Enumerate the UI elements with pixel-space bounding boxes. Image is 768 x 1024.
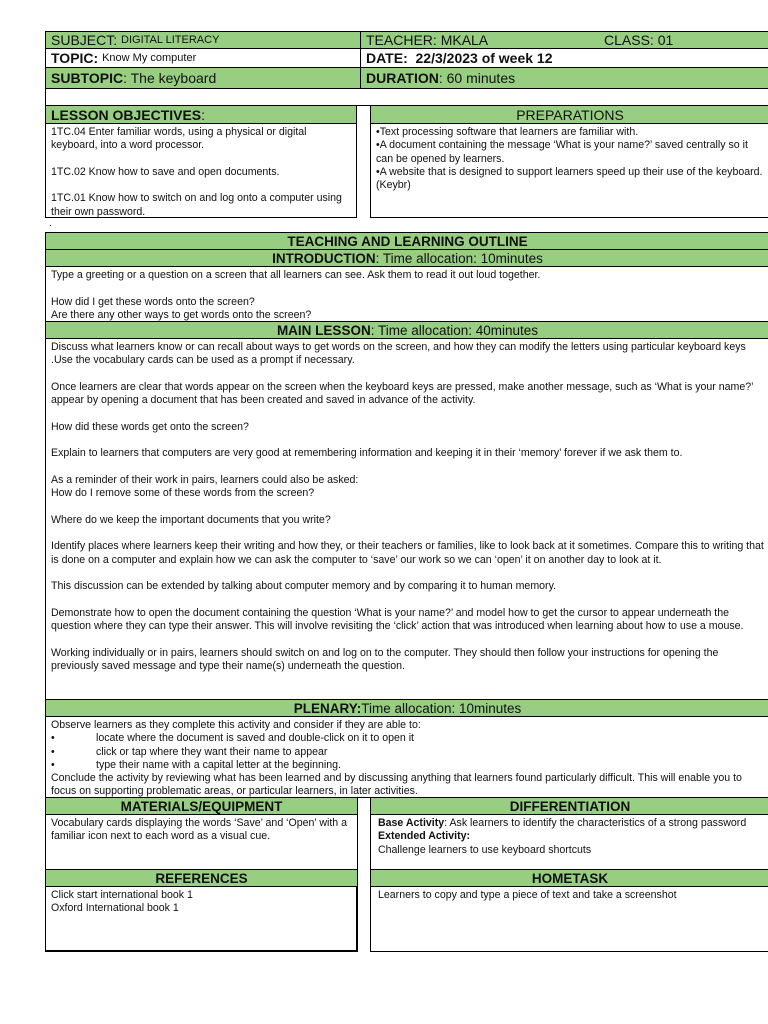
main-lesson-title: MAIN LESSON (276, 322, 371, 338)
class-label: CLASS: (604, 32, 654, 48)
hometask-text: Learners to copy and type a piece of text and take a screenshot (378, 889, 677, 901)
main-lesson-paragraph: Once learners are clear that words appear on the screen when the keyboard keys are pressed, make another message, such as ‘What is your name?’ appear by opening a document that has been created and saved in advance of the activity. (51, 380, 754, 407)
references-header (45, 869, 358, 887)
objective-item: 1TC.02 Know how to save and open documents. (51, 165, 280, 178)
introduction-header (45, 249, 768, 267)
duration-value: : 60 minutes (438, 70, 516, 86)
main-lesson-body (45, 338, 768, 700)
class-field (604, 32, 673, 48)
topic-label: TOPIC: (51, 50, 99, 66)
objectives-header (45, 105, 357, 124)
introduction-body (45, 266, 768, 322)
reference-item: Click start international book 1 (51, 889, 193, 901)
bullet-text: type their name with a capital letter at the beginning. (96, 758, 341, 771)
main-lesson-paragraph: Working individually or in pairs, learners should switch on and log on to the computer. They should then follow your instructions for opening the previously saved message and type their name(s) underneath the question. (51, 646, 719, 673)
plenary-bullet (51, 759, 764, 772)
subject-cell (45, 31, 361, 49)
date-cell (360, 48, 768, 68)
main-lesson-paragraph: Demonstrate how to open the document containing the question ‘What is your name?’ and model how to get the cursor to appear underneath the question where they can type their answer. This will involve revisiting the ‘click’ action that was introduced when learning about how to use a mouse. (51, 606, 744, 633)
main-lesson-header (45, 321, 768, 339)
objectives-title-suffix: : (201, 106, 206, 123)
subtopic-cell (45, 67, 361, 89)
preparations-title: PREPARATIONS (516, 106, 624, 123)
extended-activity-label: Extended Activity: (378, 830, 471, 843)
main-lesson-paragraph: This discussion can be extended by talking about computer memory and by comparing it to human memory. (51, 580, 557, 593)
plenary-title: PLENARY: (293, 700, 362, 716)
subject-label: SUBJECT: (51, 32, 118, 48)
stray-mark: . (49, 218, 52, 229)
materials-title: MATERIALS/EQUIPMENT (120, 798, 283, 814)
topic-value: Know My computer (102, 52, 197, 64)
objective-item: 1TC.01 Know how to switch on and log onto a computer using their own password. (51, 192, 342, 218)
objectives-body (45, 123, 357, 218)
introduction-allocation: : Time allocation: 10minutes (375, 250, 543, 266)
subtopic-label: SUBTOPIC (51, 70, 124, 86)
objectives-title: LESSON OBJECTIVES (51, 106, 202, 123)
main-lesson-paragraph: Where do we keep the important documents that you write? (51, 513, 331, 526)
teacher-class-cell (360, 31, 768, 49)
subtopic-value: : The keyboard (123, 70, 217, 86)
subject-value: DIGITAL LITERACY (121, 34, 220, 46)
introduction-question: Are there any other ways to get words onto the screen? (51, 308, 312, 321)
differentiation-title: DIFFERENTIATION (509, 798, 631, 814)
date-value: 22/3/2023 of week 12 (415, 50, 553, 66)
hometask-title: HOMETASK (531, 870, 609, 886)
base-activity-label: Base Activity (378, 817, 445, 829)
extended-activity-text: Challenge learners to use keyboard shortcuts (378, 843, 592, 856)
outline-title (45, 232, 768, 250)
hometask-body (370, 886, 768, 952)
reference-item: Oxford International book 1 (51, 902, 179, 915)
teacher-label: TEACHER: (366, 32, 437, 48)
plenary-intro: Observe learners as they complete this activity and consider if they are able to: (51, 719, 421, 731)
bullet-text: click or tap where they want their name to appear (96, 745, 328, 758)
class-value: 01 (657, 32, 674, 48)
introduction-title: INTRODUCTION (272, 250, 376, 266)
objective-item: 1TC.04 Enter familiar words, using a physical or digital keyboard, into a word processor. (51, 126, 307, 152)
preparations-header (370, 105, 768, 124)
introduction-question: How did I get these words onto the screen? (51, 295, 255, 308)
differentiation-header (370, 797, 768, 815)
plenary-conclusion: Conclude the activity by reviewing what has been learned and by discussing anything that learners found particularly difficult. This will enable you to focus on supporting problematic areas, or particular learners, in later activities. (51, 772, 742, 798)
bullet-marker: • (51, 745, 55, 758)
duration-label: DURATION (366, 70, 439, 86)
materials-text: Vocabulary cards displaying the words ‘Save’ and ‘Open’ with a familiar icon next to each word as a visual cue. (51, 817, 348, 843)
topic-cell (45, 48, 361, 68)
main-lesson-paragraph: How did these words get onto the screen? (51, 420, 249, 433)
bullet-marker: • (51, 732, 55, 745)
duration-cell (360, 67, 768, 89)
base-activity-text: : Ask learners to identify the characteristics of a strong password (444, 817, 747, 829)
materials-header (45, 797, 358, 815)
plenary-bullet (51, 746, 764, 759)
main-lesson-paragraph: As a reminder of their work in pairs, learners could also be asked: (51, 473, 359, 486)
plenary-body (45, 716, 768, 798)
main-lesson-paragraph: How do I remove some of these words from the screen? (51, 487, 315, 500)
references-title: REFERENCES (155, 870, 248, 886)
references-body (45, 886, 358, 952)
main-lesson-allocation: : Time allocation: 40minutes (370, 322, 539, 338)
blank-spacer-row (45, 88, 768, 106)
main-lesson-paragraph: Identify places where learners keep their writing and how they, or their teachers or families, like to look back at it sometimes. Compare this to writing that is done on a computer and explain how we can ask the computer to ‘save’ our work so we can ‘open’ it on another day to look at it. (51, 540, 764, 566)
bullet-text: locate where the document is saved and double-click on it to open it (96, 732, 415, 745)
plenary-bullet (51, 732, 764, 745)
outline-title-text: TEACHING AND LEARNING OUTLINE (287, 233, 528, 249)
plenary-header (45, 699, 768, 717)
hometask-header (370, 869, 768, 887)
preparation-item: •Text processing software that learners are familiar with. (376, 126, 639, 138)
plenary-allocation: Time allocation: 10minutes (361, 700, 522, 716)
main-lesson-paragraph: Explain to learners that computers are very good at remembering information and keeping it in their ‘memory’ forever if we ask them to. (51, 447, 683, 460)
introduction-text: Type a greeting or a question on a screen that all learners can see. Ask them to read it out loud together. (51, 269, 541, 281)
materials-body (45, 814, 358, 870)
teacher-value: MKALA (440, 32, 489, 48)
preparation-item: •A website that is designed to support learners speed up their use of the keyboard. (Keybr) (376, 165, 763, 192)
differentiation-body (370, 814, 768, 870)
date-label: DATE: (366, 50, 408, 66)
preparations-body (370, 123, 768, 218)
preparation-item: •A document containing the message ‘What is your name?’ saved centrally so it can be opened by learners. (376, 139, 748, 165)
main-lesson-paragraph: Discuss what learners know or can recall about ways to get words on the screen, and how they can modify the letters using particular keyboard keys .Use the vocabulary cards can be used as a prompt if necessary. (51, 341, 746, 367)
bullet-marker: • (51, 758, 55, 771)
